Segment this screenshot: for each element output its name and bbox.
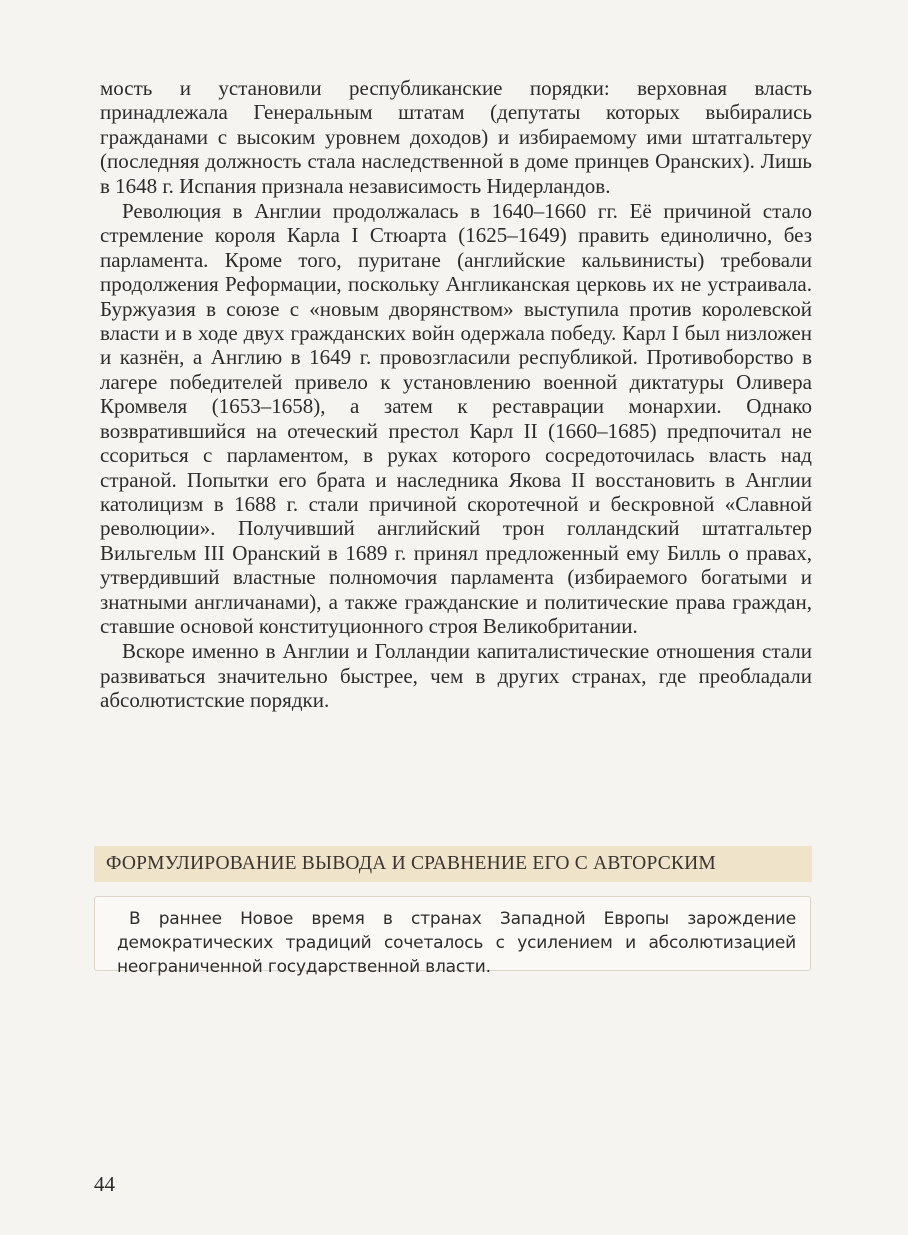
paragraph-capitalism: Вскоре именно в Англии и Голландии капиталистические отношения стали развиваться значительно быстрее, чем в других странах, где преобладали абсолютистские порядки.	[100, 639, 812, 713]
section-heading-text: ФОРМУЛИРОВАНИЕ ВЫВОДА И СРАВНЕНИЕ ЕГО С АВТОРСКИМ	[106, 853, 716, 874]
paragraph-netherlands-continuation: мость и установили республиканские порядки: верховная власть принадлежала Генеральным штатам (депутаты которых выбирались гражданами с высоким уровнем доходов) и избираемому ими штатгальтеру (последняя должность стала наследственной в доме принцев Оранских). Лишь в 1648 г. Испания признала независимость Нидерландов.	[100, 76, 812, 198]
page-number: 44	[94, 1172, 115, 1196]
section-heading	[94, 846, 812, 882]
main-text	[100, 76, 812, 713]
conclusion-text: В раннее Новое время в странах Западной Европы зарождение демократических традиций сочеталось с усилением и абсолютизацией неограниченной государственной власти.	[117, 909, 796, 977]
conclusion-box	[94, 896, 811, 977]
paragraph-english-revolution: Революция в Англии продолжалась в 1640–1660 гг. Её причиной стало стремление короля Карла I Стюарта (1625–1649) править единолично, без парламента. Кроме того, пуритане (английские кальвинисты) требовали продолжения Реформации, поскольку Англиканская церковь их не устраивала. Буржуазия в союзе с «новым дворянством» выступила против королевской власти и в ходе двух гражданских войн одержала победу. Карл I был низложен и казнён, а Англию в 1649 г. провозгласили республикой. Противоборство в лагере победителей привело к установлению военной диктатуры Оливера Кромвеля (1653–1658), а затем к реставрации монархии. Однако возвратившийся на отеческий престол Карл II (1660–1685) предпочитал не ссориться с парламентом, в руках которого сосредоточилась власть над страной. Попытки его брата и наследника Якова II восстановить в Англии католицизм в 1688 г. стали причиной скоротечной и бескровной «Славной революции». Получивший английский трон голландский штатгальтер Вильгельм III Оранский в 1689 г. принял предложенный ему Билль о правах, утвердивший властные полномочия парламента (избираемого богатыми и знатными англичанами), а также гражданские и политические права граждан, ставшие основой конституционного строя Великобритании.	[100, 199, 812, 638]
